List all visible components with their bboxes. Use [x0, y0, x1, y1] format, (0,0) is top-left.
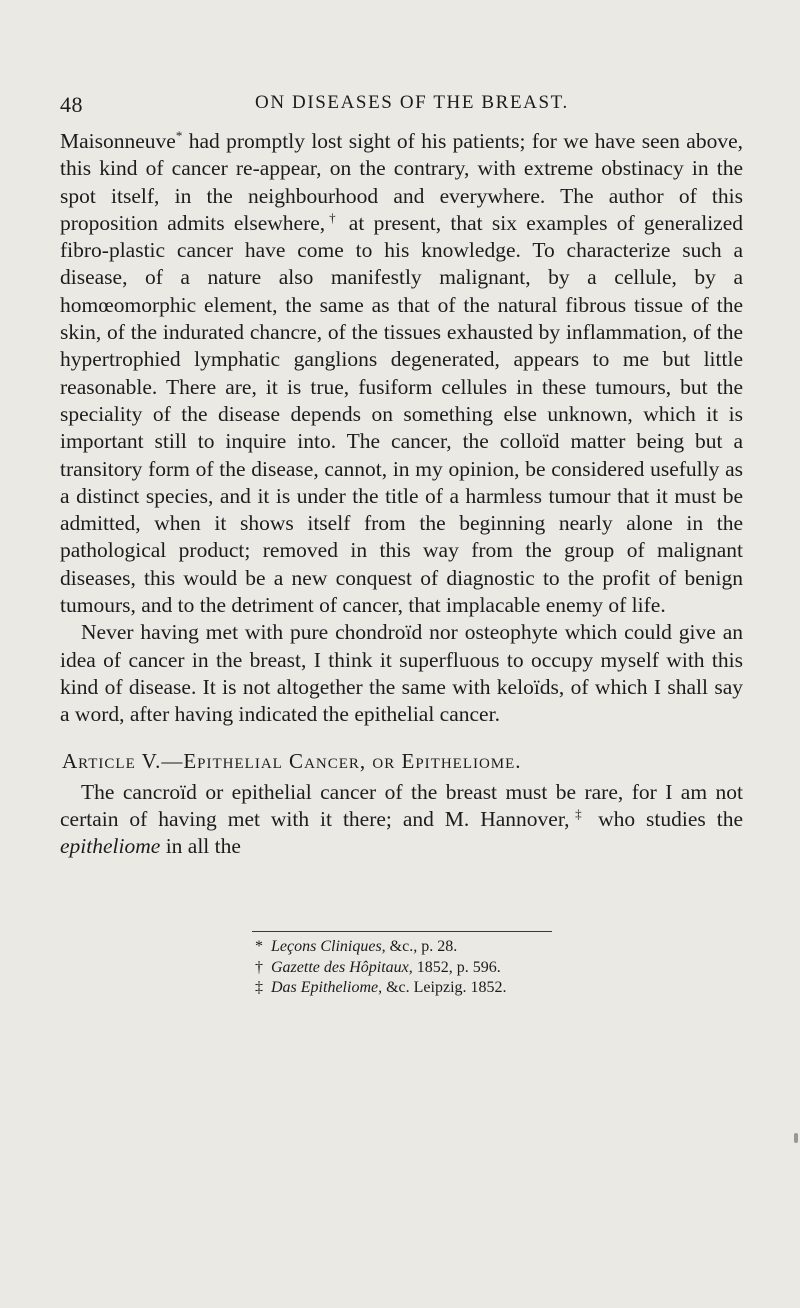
footnote-mark: *	[255, 938, 263, 955]
footnote-2	[255, 958, 675, 979]
paragraph-3-text: The cancroïd or epithelial cancer of the breast must be rare, for I am not certain of having met with it there; and M. Hannover,	[60, 779, 743, 831]
paragraph-3	[60, 779, 743, 861]
paragraph-1-text: at present, that six examples of generalized fibro-plastic cancer have come to his knowledge. To characterize such a disease, of a nature also manifestly malignant, by a cellule, by a homœomorphic element, the same as that of the natural fibrous tissue of the skin, of the indurated chancre, of the tissues exhausted by inflammation, of the hypertrophied lymphatic ganglions degenerated, appears to me but little reasonable. There are, it is true, fusiform cellules in these tumours, but the speciality of the disease depends on something else unknown, which it is important still to inquire into. The cancer, the colloïd matter being but a transitory form of the disease, cannot, in my opinion, be considered usefully as a distinct species, and it is under the title of a harmless tumour that it must be admitted, when it shows itself from the beginning nearly alone in the pathological product; removed in this way from the group of malignant diseases, this would be a new conquest of diagnostic to the profit of benign tumours, and to the detriment of cancer, that implacable enemy of life.	[60, 210, 744, 618]
page-number: 48	[60, 92, 83, 117]
section-heading: Article V.—Epithelial Cancer, or Epitheliome.	[62, 748, 522, 773]
footnote-title: Gazette des Hôpitaux,	[271, 958, 413, 976]
paragraph-3-text: who studies the	[587, 806, 743, 831]
footnote-ref: 1852, p. 596.	[412, 958, 501, 976]
paragraph-1-text: Maisonneuve	[60, 129, 176, 153]
footnote-mark: ‡	[255, 979, 263, 996]
running-head: ON DISEASES OF THE BREAST.	[255, 92, 569, 113]
footnotes	[255, 937, 675, 999]
footnote-ref: &c., p. 28.	[385, 938, 458, 955]
footnote-mark: †	[255, 958, 263, 976]
paragraph-2: Never having met with pure chondroïd nor osteophyte which could give an idea of cancer in the breast, I think it superfluous to occupy myself with this kind of disease. It is not altogether the same with keloïds, of which I shall say a word, after having indicated the epithelial cancer.	[60, 620, 743, 727]
footnote-title: Das Epitheliome,	[271, 979, 383, 996]
paragraph-1-text: had promptly lost sight of his patients; for we have seen above, this kind of cancer re-appear, on the contrary, with extreme obstinacy in the spot itself, in the neighbourhood and everywhere. The author of this proposition admits elsewhere,	[60, 129, 743, 235]
footnote-ref-1: *	[175, 128, 183, 143]
paragraph-1	[60, 128, 743, 619]
footnote-divider	[252, 931, 552, 932]
footnote-ref-2: †	[325, 209, 340, 225]
paper-blemish	[794, 1133, 798, 1143]
footnote-title: Leçons Cliniques,	[271, 938, 386, 955]
paragraph-3-text: in all the	[160, 834, 241, 859]
footnote-1	[255, 937, 675, 958]
page-header	[0, 92, 800, 122]
paragraph-3-italic: epitheliome	[60, 834, 161, 859]
body-text	[60, 128, 743, 860]
footnote-3	[255, 978, 675, 999]
footnote-ref-3: ‡	[569, 805, 588, 821]
footnote-ref: &c. Leipzig. 1852.	[382, 979, 507, 996]
